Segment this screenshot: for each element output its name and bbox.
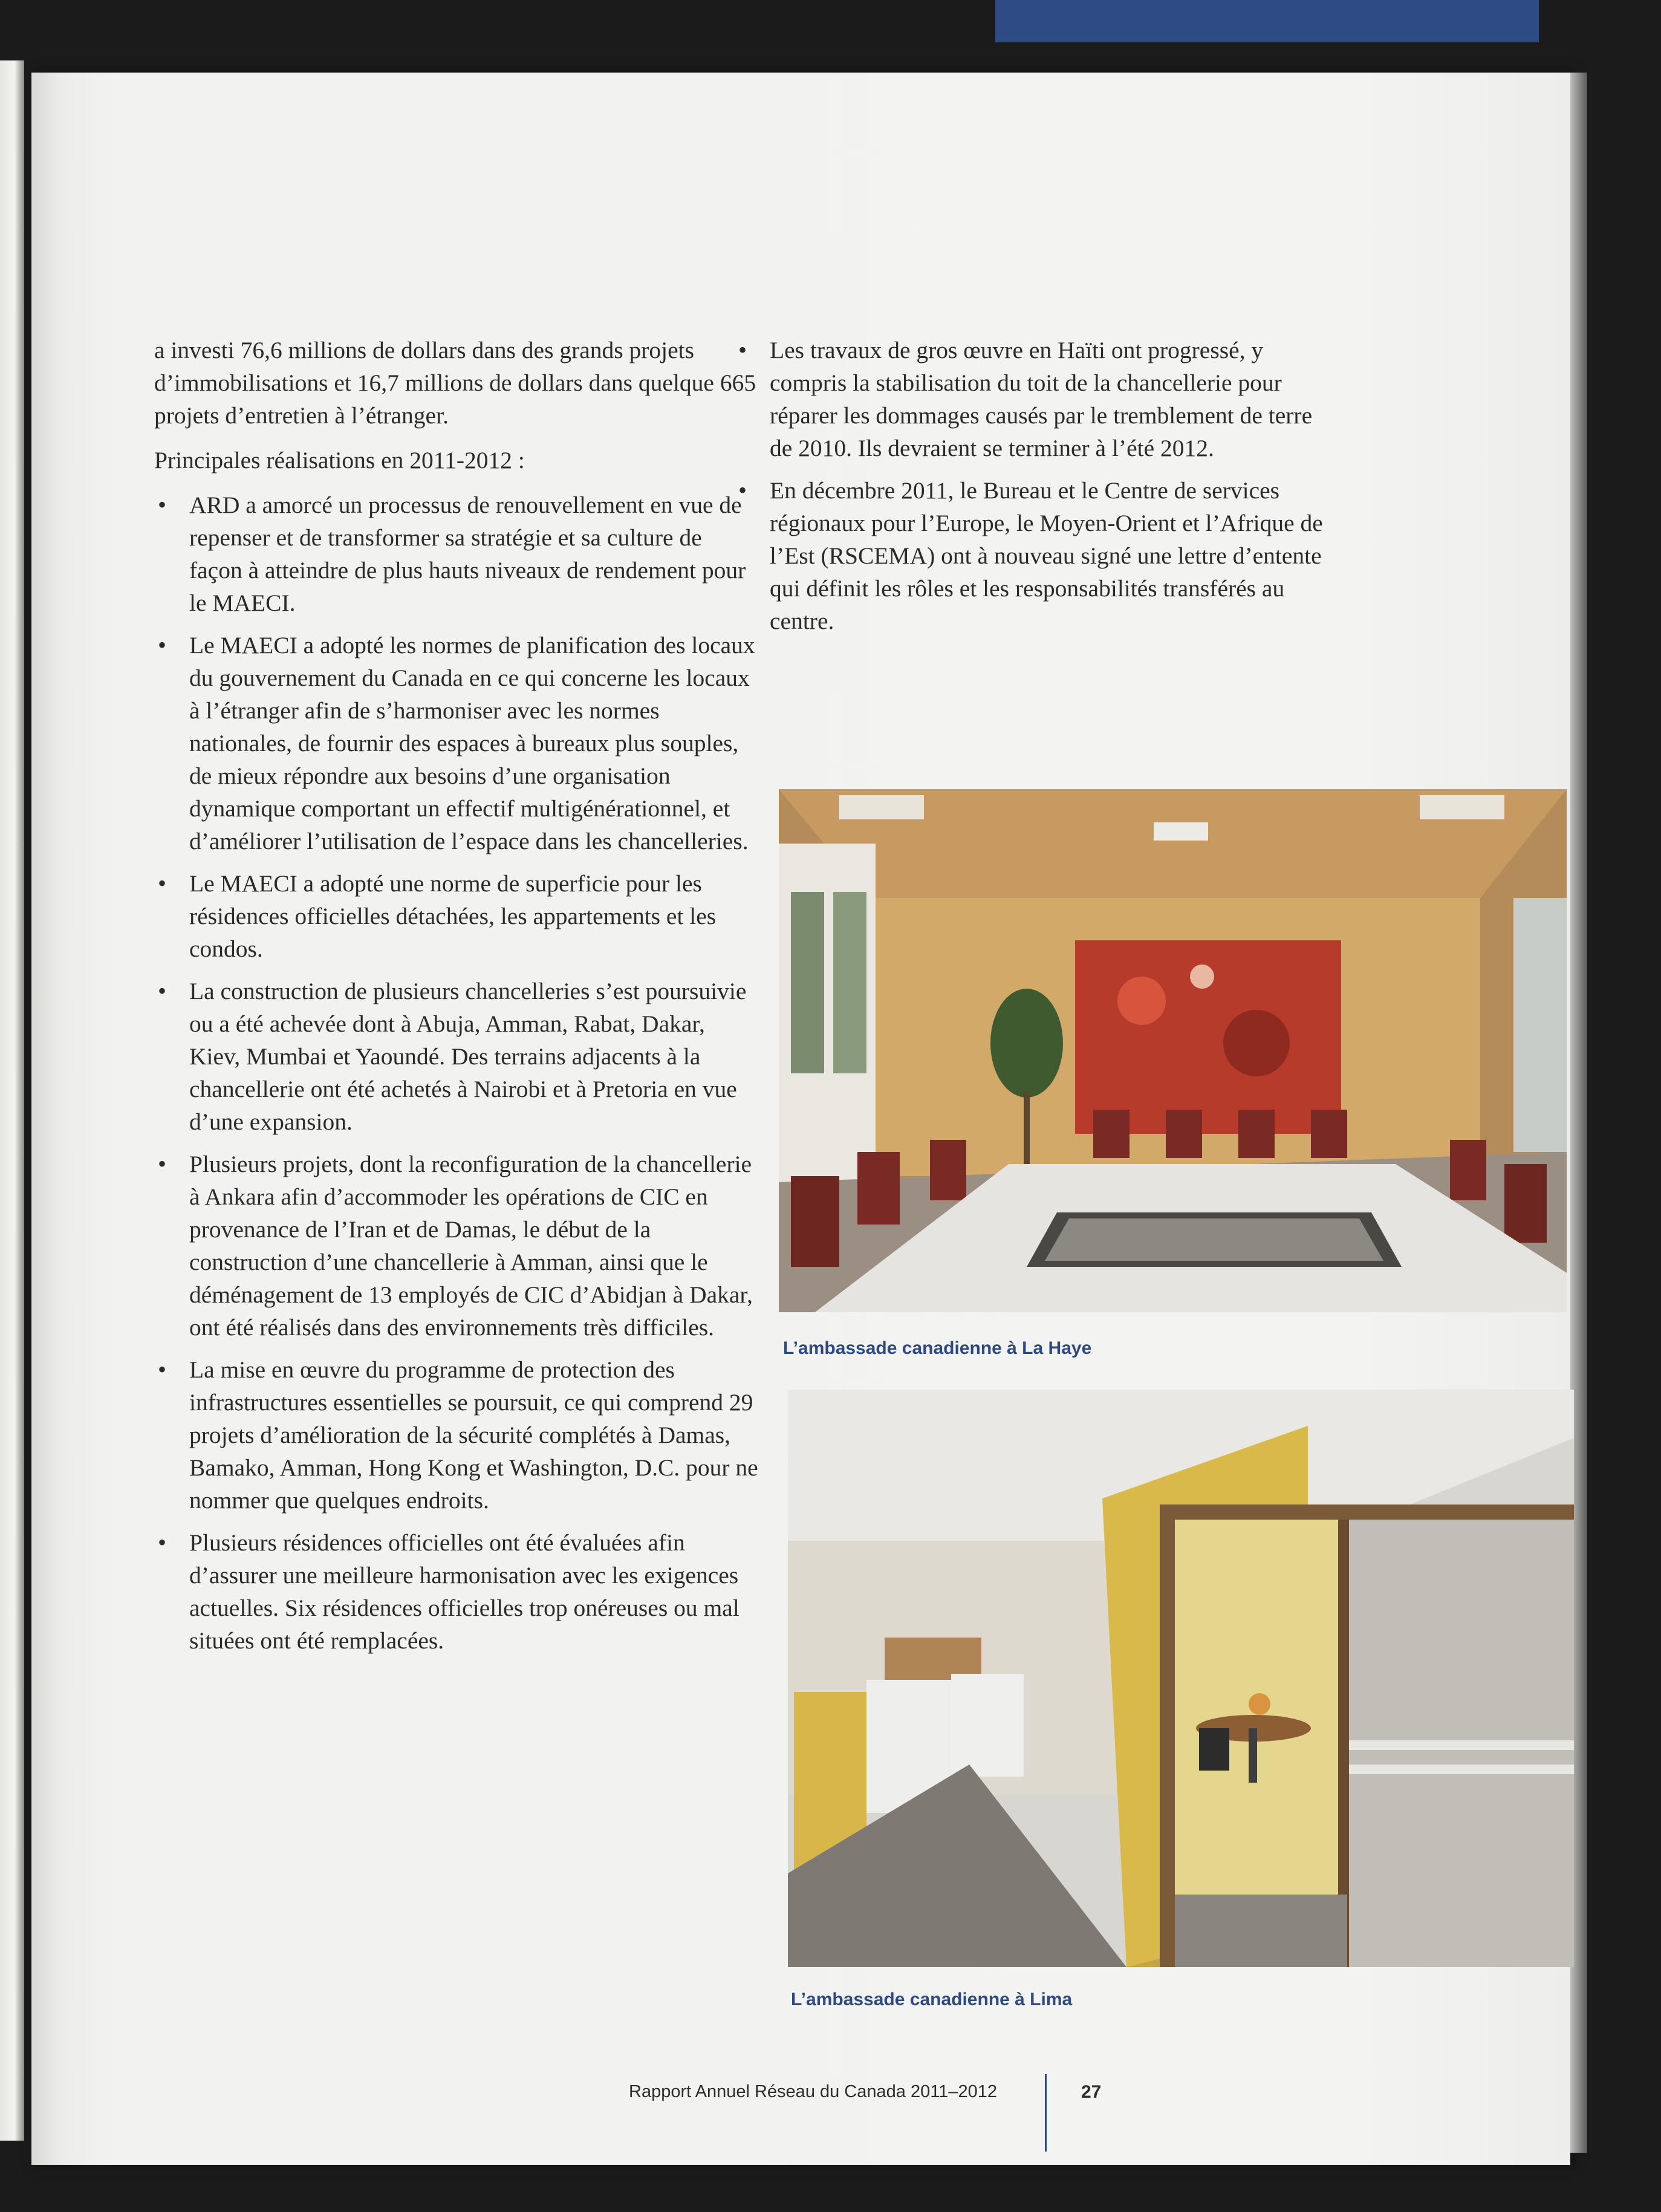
list-item-text: ARD a amorcé un processus de renouvellement en vue de repenser et de transformer sa stratégie et sa culture de façon à atteindre de plus hauts niveaux de rendement pour le MAECI. (189, 492, 746, 616)
photo-caption-la-haye: L’ambassade canadienne à La Haye (783, 1338, 1092, 1358)
list-item (154, 867, 759, 965)
list-item (154, 1353, 759, 1517)
previous-page-edge (0, 60, 24, 2141)
achievements-list (154, 489, 759, 1657)
intro-paragraph: a investi 76,6 millions de dollars dans des grands projets d’immobilisations et 16,7 millions de dollars dans quelque 665 projets d’entretien à l’étranger. (154, 337, 756, 429)
photo-la-haye-conference-room (779, 789, 1567, 1312)
list-item (154, 1526, 759, 1657)
bullet-icon: • (738, 477, 747, 504)
list-item-text: Le MAECI a adopté une norme de superficie pour les résidences officielles détachées, les appartements et les condos. (189, 870, 717, 962)
list-item (735, 474, 1339, 637)
bullet-icon: • (158, 1356, 167, 1383)
bullet-icon: • (158, 870, 167, 897)
list-item-text: Les travaux de gros œuvre en Haïti ont progressé, y compris la stabilisation du toit de la chancellerie pour réparer les dommages causés par le tremblement de terre de 2010. Ils devraient se terminer à l’été 2012. (770, 337, 1313, 461)
list-item-text: Plusieurs résidences officielles ont été évaluées afin d’assurer une meilleure harmonisation avec les exigences actuelles. Six résidences officielles trop onéreuses ou mal situées ont été remplacées. (189, 1529, 739, 1654)
bullet-icon: • (158, 977, 167, 1004)
bullet-icon: • (738, 336, 747, 363)
bullet-icon: • (158, 491, 167, 518)
list-item-text: Plusieurs projets, dont la reconfiguration de la chancellerie à Ankara afin d’accommoder les opérations de CIC en provenance de l’Iran et de Damas, le début de la construction d’une chancellerie à Amman, ainsi que le déménagement de 13 employés de CIC d’Abidjan à Dakar, ont été réalisés dans des environnements très difficiles. (189, 1151, 753, 1341)
left-column (154, 334, 759, 1667)
list-item-text: La mise en œuvre du programme de protection des infrastructures essentielles se poursuit, ce qui comprend 29 projets d’amélioration de la sécurité complétés à Damas, Bamako, Amman, Hong Kong et Washington, D.C. pour ne nommer que quelques endroits. (189, 1356, 758, 1514)
photo-lima-office (788, 1390, 1574, 1967)
header-color-bar (995, 0, 1539, 42)
bullet-icon: • (158, 1529, 167, 1556)
list-item (154, 975, 759, 1138)
photo-caption-lima: L’ambassade canadienne à Lima (791, 1989, 1073, 2009)
page-number: 27 (1081, 2082, 1102, 2102)
list-item (154, 489, 759, 619)
list-item (154, 1148, 759, 1344)
footer-divider (1045, 2074, 1047, 2152)
list-item (154, 629, 759, 857)
list-item-text: La construction de plusieurs chancelleries s’est poursuivie ou a été achevée dont à Abuja, Amman, Rabat, Dakar, Kiev, Mumbai et Yaoundé. Des terrains adjacents à la chancellerie ont été achetés à Nairobi et à Pretoria en vue d’une expansion. (189, 978, 747, 1135)
achievements-heading: Principales réalisations en 2011-2012 : (154, 447, 525, 473)
right-list (735, 334, 1339, 637)
list-item-text: Le MAECI a adopté les normes de planification des locaux du gouvernement du Canada en ce qui concerne les locaux à l’étranger afin de s’harmoniser avec les normes nationales, de fournir des espaces à bureaux plus souples, de mieux répondre aux besoins d’une organisation dynamique comportant un effectif multigénérationnel, et d’améliorer l’utilisation de l’espace dans les chancelleries. (189, 632, 755, 854)
bullet-icon: • (158, 631, 167, 659)
right-column (735, 334, 1339, 647)
footer-report-title: Rapport Annuel Réseau du Canada 2011–2012 (629, 2082, 997, 2101)
bullet-icon: • (158, 1150, 167, 1177)
list-item-text: En décembre 2011, le Bureau et le Centre de services régionaux pour l’Europe, le Moyen-Orient et l’Afrique de l’Est (RSCEMA) ont à nouveau signé une lettre d’entente qui définit les rôles et les responsabilités transférés au centre. (770, 477, 1323, 634)
office-illustration (788, 1390, 1574, 1967)
conference-room-illustration (779, 789, 1567, 1312)
list-item (735, 334, 1339, 464)
